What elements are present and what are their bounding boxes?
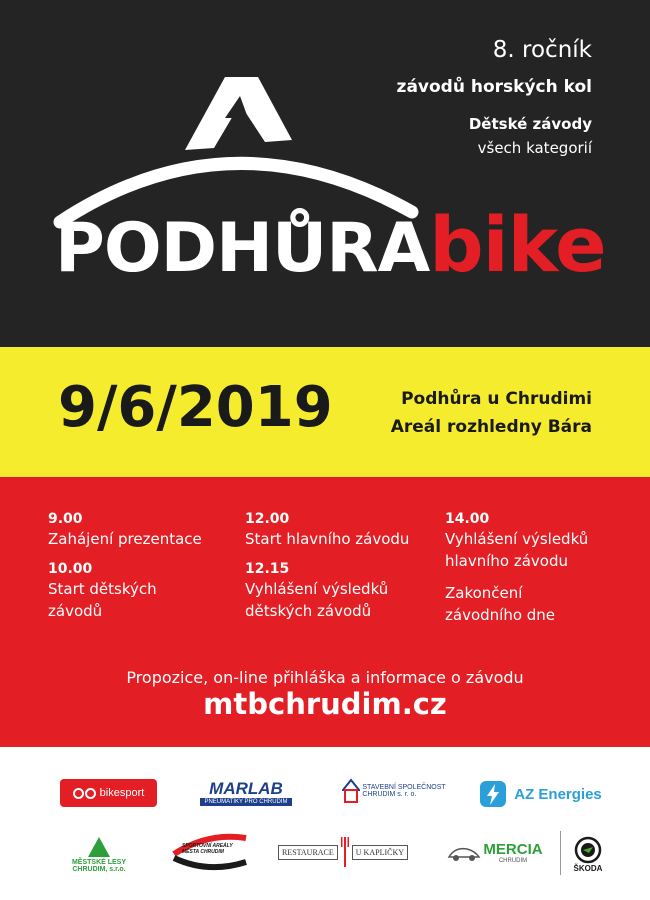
schedule-time: 12.15: [245, 561, 290, 577]
marlab-subtext: PNEUMATIKY PRO CHRUDIM: [200, 798, 291, 806]
website-link[interactable]: mtbchrudim.cz: [203, 687, 447, 721]
bikesport-text: bikesport: [99, 787, 145, 799]
marlab-logo: [190, 777, 302, 809]
restaurace-logo: [275, 835, 411, 869]
all-categories: všech kategorií: [477, 139, 592, 157]
restaurace-text: RESTAURACE: [278, 845, 338, 860]
event-date: 9/6/2019: [58, 375, 333, 440]
schedule-desc: Vyhlášení výsledků hlavního závodu: [445, 530, 589, 570]
stavebni-text: [362, 784, 445, 798]
schedule-desc: Zakončení závodního dne: [445, 584, 556, 624]
bikesport-logo: [60, 779, 157, 807]
schedule-column-1: [48, 510, 228, 622]
skoda-text: ŠKODA: [573, 863, 603, 873]
brand-podhura: PODHŮRA: [55, 209, 430, 288]
lesy-line-1: MĚSTSKÉ LESY: [71, 859, 127, 866]
stavebni-line-1: STAVEBNÍ SPOLEČNOST: [362, 784, 446, 791]
schedule-column-3: [445, 510, 615, 626]
lesy-line-2: CHRUDIM, s.r.o.: [72, 866, 126, 873]
sponsors-section: [0, 747, 650, 900]
az-energies-text: AZ Energies: [514, 785, 602, 803]
car-icon: [447, 843, 481, 863]
schedule-section: [0, 477, 650, 747]
event-venue: [391, 385, 592, 441]
arealy-text: [182, 843, 233, 855]
schedule-time: 9.00: [48, 511, 83, 527]
schedule-desc: Vyhlášení výsledků dětských závodů: [245, 580, 389, 620]
sportovni-arealy-logo: [168, 827, 250, 877]
schedule-time: 14.00: [445, 511, 490, 527]
tree-icon: [84, 837, 114, 859]
schedule-time: 12.00: [245, 511, 290, 527]
edition-number: 8. ročník: [492, 37, 592, 63]
house-icon: [342, 776, 360, 806]
schedule-column-2: [245, 510, 430, 622]
brand-bike: bike: [429, 200, 606, 289]
arealy-line-1: SPORTOVNÍ AREÁLY: [182, 843, 233, 849]
skoda-logo: [565, 829, 611, 879]
bikesport-icon-2: [85, 788, 96, 799]
az-energies-logo: [470, 777, 610, 811]
brand-title: [55, 200, 606, 289]
schedule-desc: Zahájení prezentace: [48, 530, 202, 548]
bikesport-icon: [73, 788, 84, 799]
venue-line-1: Podhůra u Chrudimi: [401, 389, 592, 409]
info-text: Propozice, on-line přihláška a informace o závodu: [126, 668, 524, 687]
fork-icon: [338, 835, 352, 869]
skoda-arrow-icon: [574, 836, 602, 864]
kaplicky-text: U KAPLIČKY: [352, 845, 408, 860]
sponsor-divider: [560, 831, 561, 875]
edition-block: [397, 36, 592, 158]
header-section: [0, 0, 650, 347]
schedule-desc: Start hlavního závodu: [245, 530, 410, 548]
mercia-sub: CHRUDIM: [498, 858, 528, 864]
stavebni-logo: [338, 771, 450, 811]
mercia-logo: [435, 835, 555, 871]
schedule-time: 10.00: [48, 561, 93, 577]
marlab-text: MARLAB: [209, 779, 283, 798]
race-type: závodů horských kol: [396, 77, 592, 97]
arealy-line-2: MĚSTA CHRUDIM: [182, 849, 224, 855]
mestske-lesy-logo: [58, 829, 140, 881]
schedule-desc: Start dětských závodů: [48, 580, 157, 620]
stavebni-line-2: CHRUDIM s. r. o.: [362, 791, 417, 798]
mercia-text: [483, 842, 542, 864]
kids-races: Dětské závody: [468, 115, 592, 133]
bolt-icon: [478, 779, 508, 809]
venue-line-2: Areál rozhledny Bára: [390, 417, 592, 437]
mercia-name: MERCIA: [483, 841, 543, 858]
date-section: [0, 347, 650, 477]
